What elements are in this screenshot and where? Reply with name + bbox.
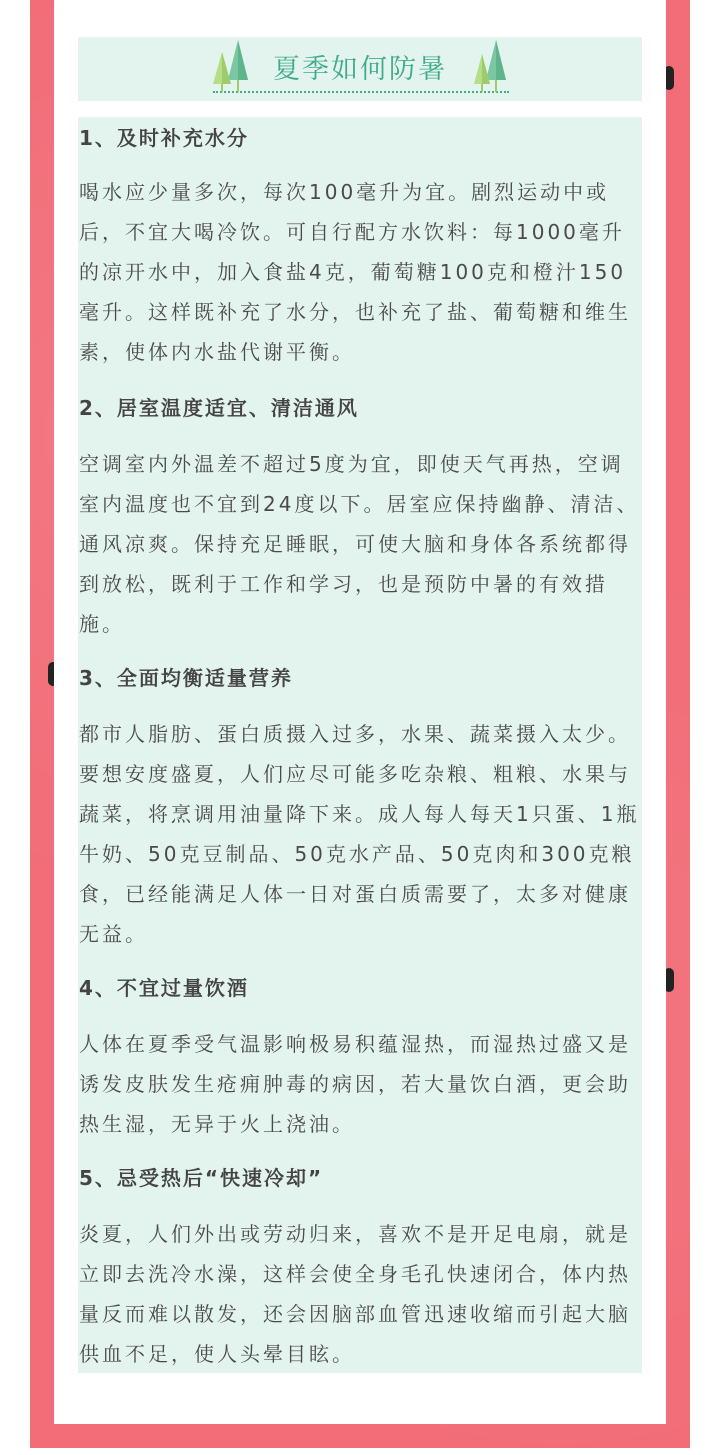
page-title: 夏季如何防暑 [273,54,447,85]
pine-trees-icon [472,38,512,94]
section-body: 人体在夏季受气温影响极易积蕴湿热，而湿热过盛又是诱发皮肤发生疮痈肿毒的病因，若大量饮白酒，更会助热生湿，无异于火上浇油。 [79,1032,631,1136]
section-heading: 1、及时补充水分 [79,126,249,150]
section-heading: 2、居室温度适宜、清洁通风 [79,396,359,420]
section-heading: 5、忌受热后“快速冷却” [79,1166,324,1190]
title-underline [213,91,509,93]
section-body: 喝水应少量多次，每次100毫升为宜。剧烈运动中或后，不宜大喝冷饮。可自行配方水饮料：每1000毫升的凉开水中，加入食盐4克，葡萄糖100克和橙汁150毫升。这样既补充了水分，也补充了盐、葡萄糖和维生素，使体内水盐代谢平衡。 [79,180,631,364]
section-body: 炎夏，人们外出或劳动归来，喜欢不是开足电扇，就是立即去洗冷水澡，这样会使全身毛孔快速闭合，体内热量反而难以散发，还会因脑部血管迅速收缩而引起大脑供血不足，使人头晕目眩。 [79,1222,631,1366]
pine-trees-icon [210,38,250,94]
section-heading: 3、全面均衡适量营养 [79,666,293,690]
section-heading: 4、不宜过量饮酒 [79,976,249,1000]
section-body: 都市人脂肪、蛋白质摄入过多，水果、蔬菜摄入太少。要想安度盛夏，人们应尽可能多吃杂粮、粗粮、水果与蔬菜，将烹调用油量降下来。成人每人每天1只蛋、1瓶牛奶、50克豆制品、50克水产品、50克肉和300克粮食，已经能满足人体一日对蛋白质需要了，太多对健康无益。 [79,722,640,946]
section-body: 空调室内外温差不超过5度为宜，即使天气再热，空调室内温度也不宜到24度以下。居室应保持幽静、清洁、通风凉爽。保持充足睡眠，可使大脑和身体各系统都得到放松，既利于工作和学习，也是预防中暑的有效措施。 [79,452,640,636]
